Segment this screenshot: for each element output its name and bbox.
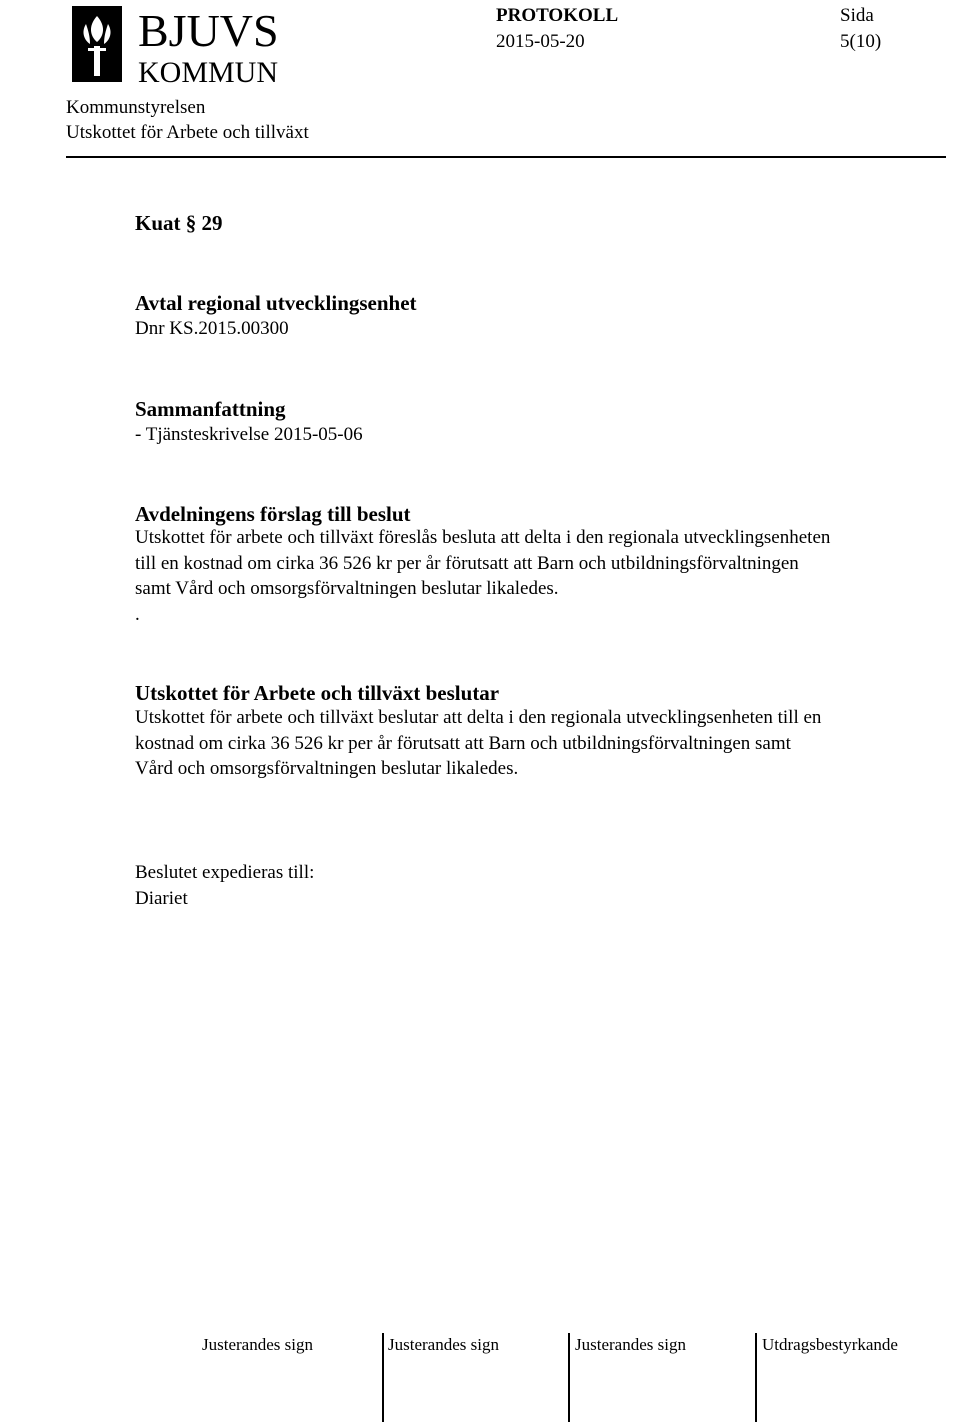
dispatch-label: Beslutet expedieras till: [135, 862, 315, 883]
signature-divider [755, 1333, 757, 1422]
doc-type: PROTOKOLL [496, 5, 619, 26]
signature-box-label: Justerandes sign [388, 1335, 499, 1354]
signature-box-label: Justerandes sign [575, 1335, 686, 1354]
torch-emblem-icon [72, 6, 122, 82]
proposal-line: Utskottet för arbete och tillväxt föreslås besluta att delta i den regionala utvecklingsenheten [135, 527, 831, 548]
dispatch-recipient: Diariet [135, 888, 188, 909]
signature-box-label: Utdragsbestyrkande [762, 1335, 898, 1354]
logo-text-kommun: KOMMUN [138, 56, 279, 89]
proposal-line: . [135, 603, 140, 625]
item-title: Avtal regional utvecklingsenhet [135, 291, 417, 315]
decision-line: Vård och omsorgsförvaltningen beslutar likaledes. [135, 758, 519, 779]
logo-text-bjuvs: BJUVS [138, 5, 279, 56]
decision-text [135, 705, 960, 782]
paragraph-ref: Kuat § 29 [135, 211, 223, 235]
decision-line: kostnad om cirka 36 526 kr per år förutsatt att Barn och utbildningsförvaltningen samt [135, 732, 791, 754]
committee-name: Utskottet för Arbete och tillväxt [66, 122, 309, 143]
signature-box-label: Justerandes sign [202, 1335, 313, 1354]
signature-divider [568, 1333, 570, 1422]
signature-divider [382, 1333, 384, 1422]
page-number: 5(10) [840, 31, 882, 52]
proposal-line: till en kostnad om cirka 36 526 kr per år förutsatt att Barn och utbildningsförvaltningen [135, 552, 799, 574]
org-name: Kommunstyrelsen [66, 97, 206, 118]
proposal-line: samt Vård och omsorgsförvaltningen beslutar likaledes. [135, 578, 559, 599]
summary-line: - Tjänsteskrivelse 2015-05-06 [135, 424, 363, 445]
proposal-text [135, 525, 960, 627]
doc-date: 2015-05-20 [496, 31, 585, 52]
header-divider [66, 156, 946, 158]
summary-heading: Sammanfattning [135, 397, 286, 421]
proposal-heading: Avdelningens förslag till beslut [135, 502, 411, 526]
page-label: Sida [840, 5, 874, 26]
item-dnr: Dnr KS.2015.00300 [135, 318, 289, 339]
decision-line: Utskottet för arbete och tillväxt beslutar att delta i den regionala utvecklingsenheten till en [135, 707, 822, 728]
decision-heading: Utskottet för Arbete och tillväxt beslutar [135, 681, 500, 705]
bjuvs-kommun-logo [66, 2, 306, 90]
